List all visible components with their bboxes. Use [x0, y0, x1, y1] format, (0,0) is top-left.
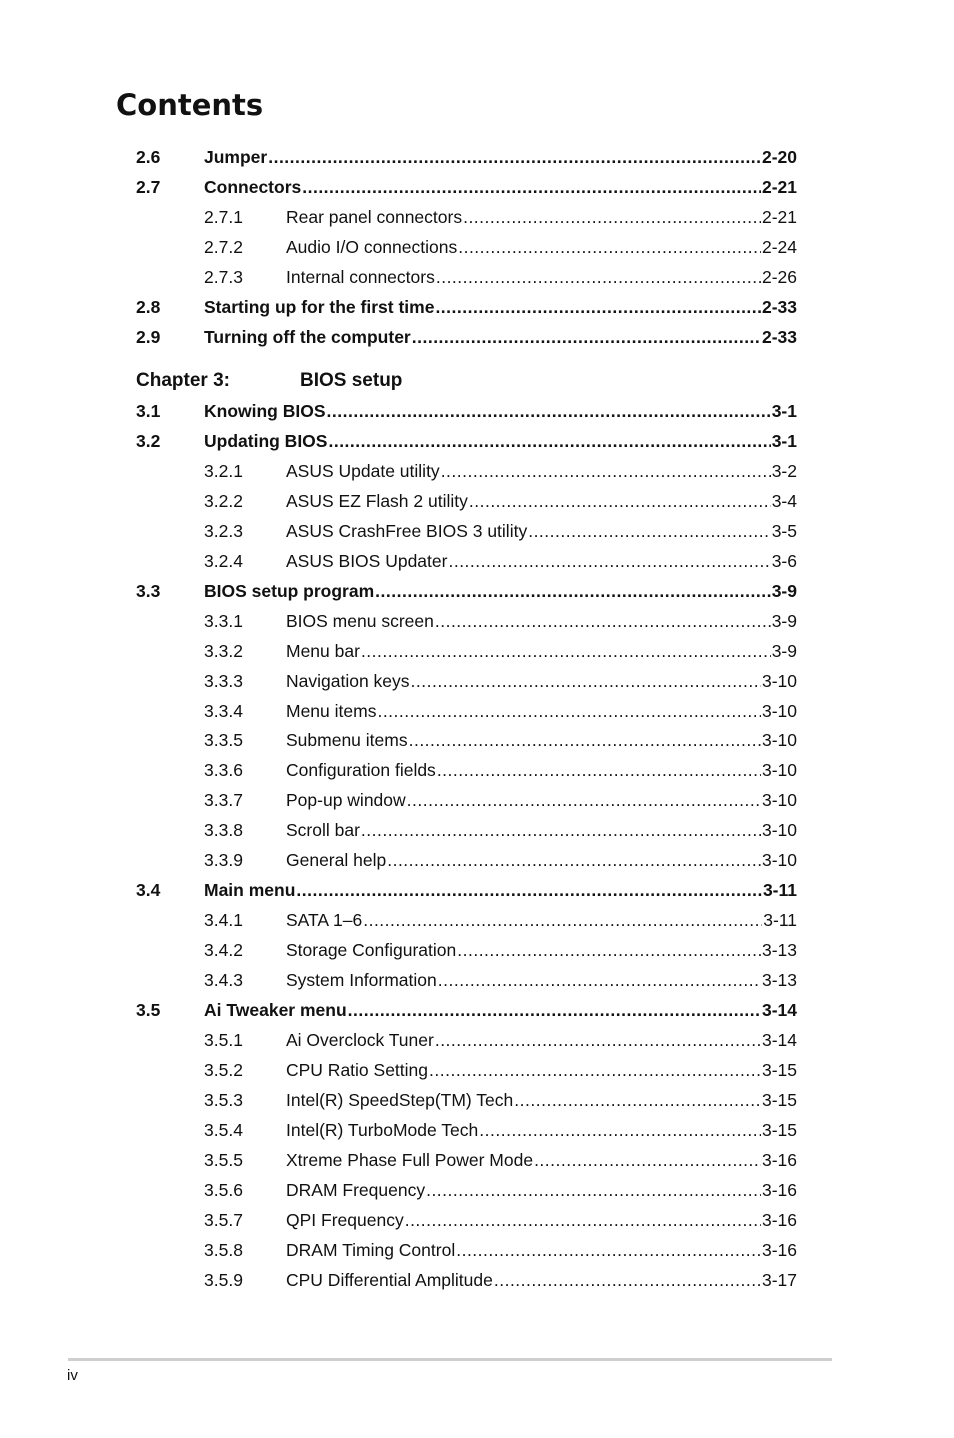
- toc-entry-page: 3-14: [761, 1029, 797, 1050]
- toc-entry[interactable]: [0, 1118, 954, 1142]
- dot-leader: [302, 175, 761, 199]
- toc-entry[interactable]: [0, 175, 954, 199]
- toc-entry-title: Menu bar: [286, 640, 360, 661]
- toc-entry-number: 3.3.6: [204, 760, 243, 781]
- toc-entry-title: ASUS Update utility: [286, 460, 440, 481]
- toc-entry[interactable]: [0, 699, 954, 723]
- toc-entry[interactable]: [0, 1088, 954, 1112]
- toc-entry[interactable]: [0, 998, 954, 1022]
- toc-entry-page: 2-33: [761, 327, 797, 347]
- toc-entry-page: 2-33: [761, 297, 797, 317]
- dot-leader: [494, 1268, 761, 1292]
- footer-divider: [68, 1358, 832, 1361]
- toc-entry[interactable]: [0, 1058, 954, 1082]
- dot-leader: [436, 265, 761, 289]
- toc-entry-number: 2.6: [136, 147, 161, 167]
- toc-entry-page: 3-5: [771, 520, 797, 541]
- toc-entry-number: 3.2.1: [204, 460, 243, 481]
- toc-entry-page: 3-11: [762, 880, 797, 901]
- toc-entry[interactable]: [0, 639, 954, 663]
- toc-entry-number: 3.5.2: [204, 1059, 243, 1080]
- toc-entry-number: 3.3.7: [204, 790, 243, 811]
- dot-leader: [412, 325, 761, 349]
- toc-entry[interactable]: [0, 205, 954, 229]
- toc-entry-number: 3.5.9: [204, 1269, 243, 1290]
- dot-leader: [348, 998, 761, 1022]
- toc-entry-page: 3-6: [771, 550, 797, 571]
- toc-entry-number: 3.3: [136, 580, 161, 601]
- dot-leader: [469, 489, 771, 513]
- toc-entry-page: 3-2: [771, 460, 797, 481]
- dot-leader: [429, 1058, 761, 1082]
- toc-entry-number: 3.5.3: [204, 1089, 243, 1110]
- toc-entry[interactable]: [0, 908, 954, 932]
- toc-entry[interactable]: [0, 1178, 954, 1202]
- toc-entry-title: Turning off the computer: [204, 327, 411, 347]
- toc-entry[interactable]: [0, 788, 954, 812]
- toc-entry-page: 3-16: [761, 1149, 797, 1170]
- toc-entry[interactable]: [0, 878, 954, 902]
- toc-entry-number: 3.3.5: [204, 730, 243, 751]
- toc-entry-title: Internal connectors: [286, 267, 435, 287]
- toc-entry[interactable]: [0, 968, 954, 992]
- toc-entry-number: 3.5: [136, 1000, 161, 1020]
- toc-entry-number: 3.3.2: [204, 640, 243, 661]
- dot-leader: [435, 1028, 761, 1052]
- page-title: Contents: [116, 88, 264, 122]
- toc-entry-page: 3-10: [761, 820, 797, 841]
- toc-entry-number: 3.4: [136, 880, 161, 901]
- toc-entry-title: Navigation keys: [286, 670, 410, 691]
- toc-entry-page: 3-13: [761, 970, 797, 991]
- toc-entry-title: QPI Frequency: [286, 1209, 404, 1230]
- toc-entry-page: 2-21: [761, 177, 797, 197]
- dot-leader: [457, 938, 761, 962]
- toc-entry[interactable]: [0, 1268, 954, 1292]
- toc-entry-number: 3.5.6: [204, 1179, 243, 1200]
- toc-entry-number: 2.8: [136, 297, 161, 317]
- toc-entry-number: 3.2.2: [204, 490, 243, 511]
- toc-entry-number: 3.4.3: [204, 970, 243, 991]
- dot-leader: [534, 1148, 761, 1172]
- toc-entry-title: CPU Differential Amplitude: [286, 1269, 493, 1290]
- toc-entry-number: 3.5.7: [204, 1209, 243, 1230]
- toc-entry-number: 3.3.8: [204, 820, 243, 841]
- toc-entry-number: 3.5.1: [204, 1029, 243, 1050]
- toc-entry-page: 3-11: [763, 910, 797, 931]
- toc-entry-title: General help: [286, 850, 387, 871]
- toc-entry-title: DRAM Timing Control: [286, 1239, 456, 1260]
- toc-entry-page: 3-14: [761, 1000, 797, 1020]
- toc-entry-number: 3.3.1: [204, 610, 243, 631]
- toc-entry-title: ASUS BIOS Updater: [286, 550, 448, 571]
- toc-entry-number: 3.5.8: [204, 1239, 243, 1260]
- toc-entry[interactable]: [0, 519, 954, 543]
- toc-entry-number: 3.3.4: [204, 700, 243, 721]
- dot-leader: [448, 549, 770, 573]
- toc-entry-page: 3-10: [761, 700, 797, 721]
- toc-entry-title: Menu items: [286, 700, 377, 721]
- toc-entry-page: 3-9: [771, 610, 797, 631]
- dot-leader: [479, 1118, 761, 1142]
- toc-entry-page: 2-20: [761, 147, 797, 167]
- toc-entry-page: 2-21: [761, 207, 797, 227]
- toc-entry-title: Jumper: [204, 147, 268, 167]
- dot-leader: [463, 205, 761, 229]
- toc-entry-page: 3-17: [761, 1269, 797, 1290]
- toc-entry-number: 2.7.3: [204, 267, 243, 287]
- toc-entry-title: Starting up for the first time: [204, 297, 435, 317]
- toc-entry-title: Pop-up window: [286, 790, 406, 811]
- toc-entry[interactable]: [0, 399, 954, 423]
- toc-entry-number: 3.1: [136, 401, 161, 421]
- toc-entry-number: 3.2.4: [204, 550, 243, 571]
- toc-entry-title: Main menu: [204, 880, 296, 901]
- toc-entry-page: 3-15: [761, 1089, 797, 1110]
- toc-entry[interactable]: [0, 1208, 954, 1232]
- dot-leader: [377, 699, 761, 723]
- dot-leader: [327, 399, 771, 423]
- dot-leader: [361, 818, 761, 842]
- toc-entry[interactable]: [0, 459, 954, 483]
- toc-entry[interactable]: [0, 1028, 954, 1052]
- toc-entry[interactable]: [0, 579, 954, 603]
- toc-entry-number: 3.5.5: [204, 1149, 243, 1170]
- toc-entry-title: Intel(R) SpeedStep(TM) Tech: [286, 1089, 514, 1110]
- toc-entry-number: 3.3.9: [204, 850, 243, 871]
- toc-entry-title: Audio I/O connections: [286, 237, 458, 257]
- toc-entry[interactable]: [0, 235, 954, 259]
- toc-entry-title: CPU Ratio Setting: [286, 1059, 429, 1080]
- dot-leader: [426, 1178, 761, 1202]
- toc-entry-title: Ai Tweaker menu: [204, 1000, 347, 1020]
- toc-entry[interactable]: [0, 818, 954, 842]
- toc-entry-page: 3-10: [761, 760, 797, 781]
- toc-entry-page: 3-15: [761, 1119, 797, 1140]
- toc-entry-title: Storage Configuration: [286, 940, 457, 961]
- toc-entry[interactable]: [0, 265, 954, 289]
- dot-leader: [375, 579, 771, 603]
- dot-leader: [441, 459, 771, 483]
- toc-entry-title: Scroll bar: [286, 820, 360, 841]
- toc-entry-number: 2.7.1: [204, 207, 243, 227]
- toc-entry-page: 3-15: [761, 1059, 797, 1080]
- toc-entry[interactable]: [0, 429, 954, 453]
- toc-entry[interactable]: [0, 609, 954, 633]
- dot-leader: [438, 968, 761, 992]
- toc-entry[interactable]: [0, 728, 954, 752]
- toc-entry-page: 3-10: [761, 670, 797, 691]
- toc-entry-title: Submenu items: [286, 730, 408, 751]
- toc-entry-page: 3-13: [761, 940, 797, 961]
- toc-entry-page: 3-9: [771, 580, 797, 601]
- dot-leader: [437, 758, 761, 782]
- dot-leader: [409, 728, 761, 752]
- toc-entry[interactable]: [0, 1148, 954, 1172]
- dot-leader: [435, 609, 771, 633]
- toc-entry-page: 3-10: [761, 730, 797, 751]
- dot-leader: [363, 908, 762, 932]
- toc-entry[interactable]: [0, 758, 954, 782]
- toc-entry-number: 2.7: [136, 177, 161, 197]
- toc-entry-number: 3.2.3: [204, 520, 243, 541]
- toc-entry-number: 3.4.2: [204, 940, 243, 961]
- toc-entry-page: 3-1: [771, 430, 797, 451]
- toc-entry-page: 3-1: [771, 401, 797, 421]
- dot-leader: [528, 519, 771, 543]
- toc-entry-page: 2-24: [761, 237, 797, 257]
- dot-leader: [458, 235, 761, 259]
- toc-entry-title: Rear panel connectors: [286, 207, 463, 227]
- dot-leader: [296, 878, 762, 902]
- dot-leader: [387, 848, 761, 872]
- toc-entry-title: ASUS CrashFree BIOS 3 utility: [286, 520, 528, 541]
- toc-entry-page: 3-10: [761, 850, 797, 871]
- toc-entry-title: Updating BIOS: [204, 430, 328, 451]
- toc-entry-title: Connectors: [204, 177, 302, 197]
- toc-entry-title: ASUS EZ Flash 2 utility: [286, 490, 468, 511]
- toc-entry-number: 2.9: [136, 327, 161, 347]
- toc-entry-title: Intel(R) TurboMode Tech: [286, 1119, 479, 1140]
- dot-leader: [411, 669, 761, 693]
- dot-leader: [405, 1208, 761, 1232]
- dot-leader: [268, 145, 761, 169]
- toc-entry[interactable]: [0, 669, 954, 693]
- toc-entry[interactable]: [0, 549, 954, 573]
- toc-entry-title: DRAM Frequency: [286, 1179, 426, 1200]
- toc-entry-page: 3-4: [771, 490, 797, 511]
- toc-entry[interactable]: [0, 1238, 954, 1262]
- chapter-label: Chapter 3:: [136, 370, 230, 391]
- toc-entry-title: Configuration fields: [286, 760, 436, 781]
- toc-entry-number: 3.5.4: [204, 1119, 243, 1140]
- toc-entry-number: 3.4.1: [204, 910, 243, 931]
- toc-entry-title: SATA 1–6: [286, 910, 363, 931]
- toc-entry-page: 3-10: [761, 790, 797, 811]
- dot-leader: [456, 1238, 761, 1262]
- toc-entry-page: 3-16: [761, 1239, 797, 1260]
- toc-entry-number: 3.3.3: [204, 670, 243, 691]
- dot-leader: [361, 639, 771, 663]
- toc-entry[interactable]: [0, 848, 954, 872]
- toc-entry-title: Knowing BIOS: [204, 401, 326, 421]
- toc-entry[interactable]: [0, 938, 954, 962]
- dot-leader: [435, 295, 761, 319]
- dot-leader: [328, 429, 770, 453]
- toc-entry-number: 2.7.2: [204, 237, 243, 257]
- toc-entry[interactable]: [0, 295, 954, 319]
- toc-entry[interactable]: [0, 325, 954, 349]
- chapter-title: BIOS setup: [300, 370, 403, 391]
- dot-leader: [407, 788, 761, 812]
- toc-entry-page: 2-26: [761, 267, 797, 287]
- toc-entry-title: Xtreme Phase Full Power Mode: [286, 1149, 534, 1170]
- toc-entry-number: 3.2: [136, 430, 161, 451]
- dot-leader: [514, 1088, 761, 1112]
- footer-page-number: iv: [67, 1367, 78, 1384]
- toc-entry-title: System Information: [286, 970, 437, 991]
- toc-entry-page: 3-16: [761, 1209, 797, 1230]
- toc-entry-page: 3-9: [771, 640, 797, 661]
- toc-entry-title: BIOS setup program: [204, 580, 375, 601]
- toc-entry[interactable]: [0, 145, 954, 169]
- toc-entry[interactable]: [0, 489, 954, 513]
- toc-entry-title: BIOS menu screen: [286, 610, 434, 631]
- toc-entry-page: 3-16: [761, 1179, 797, 1200]
- toc-entry-title: Ai Overclock Tuner: [286, 1029, 434, 1050]
